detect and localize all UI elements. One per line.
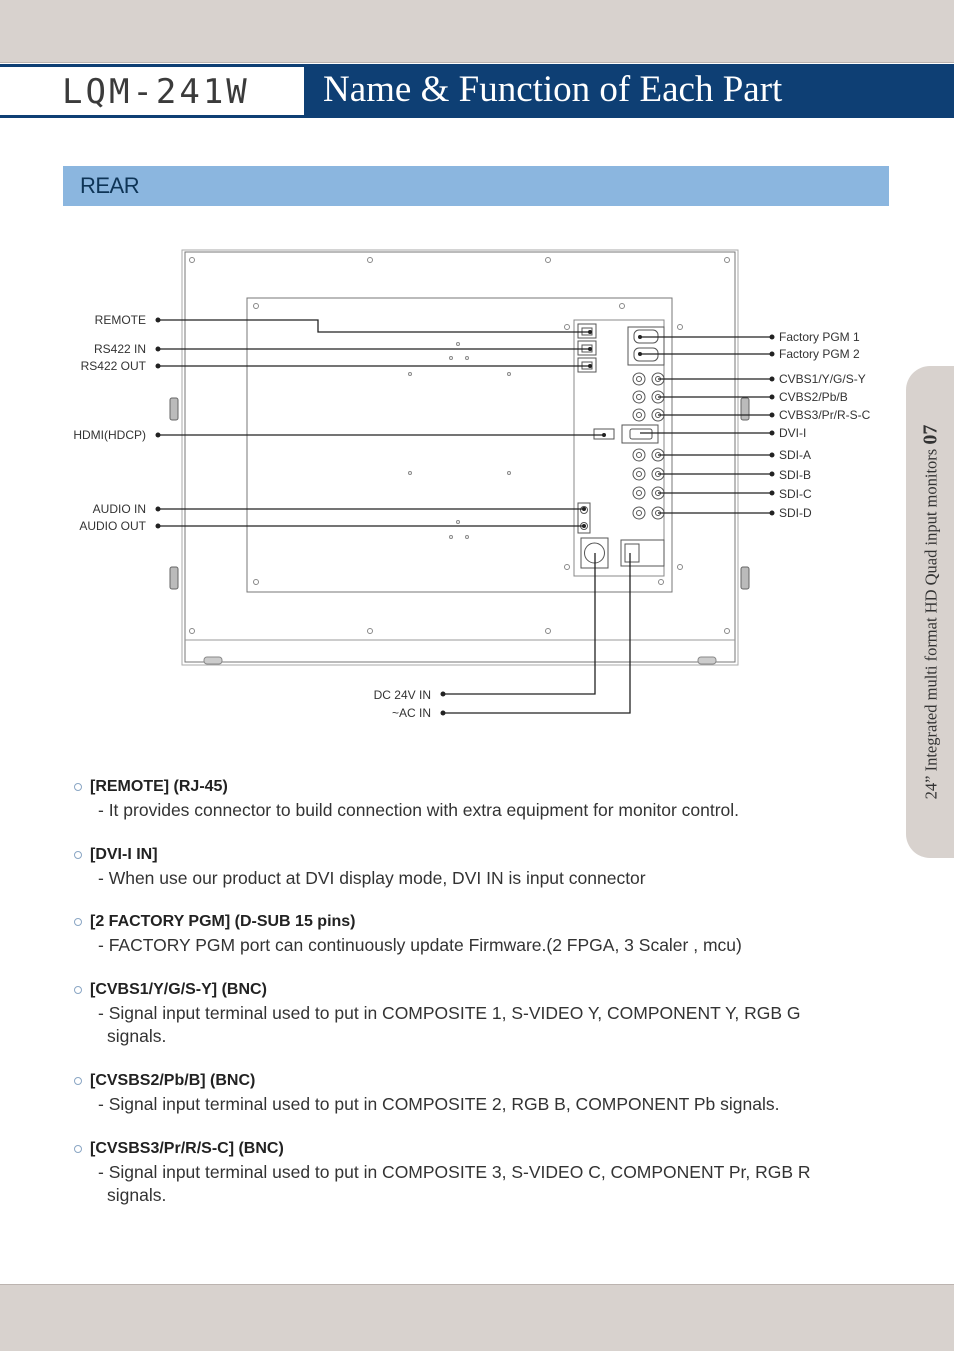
label-sdi-d: SDI-D — [779, 506, 812, 520]
desc-cvbs3 — [74, 1138, 814, 1207]
desc-title: [REMOTE] (RJ-45) — [90, 778, 228, 795]
desc-line-cont: signals. — [107, 1026, 167, 1046]
chassis-outer — [182, 250, 738, 665]
page-title: Name & Function of Each Part — [323, 69, 783, 110]
desc-line: - When use our product at DVI display mode, DVI IN is input connector — [98, 868, 646, 888]
desc-remote — [74, 776, 814, 822]
label-sdi-a: SDI-A — [779, 448, 812, 462]
label-ac-in: ~AC IN — [391, 706, 431, 720]
bottom-band — [0, 1284, 954, 1351]
label-factory-pgm-2: Factory PGM 2 — [779, 347, 860, 361]
side-tab-caption: 24” Integrated multi format HD Quad input monitors — [921, 448, 941, 800]
label-cvbs1: CVBS1/Y/G/S-Y — [779, 372, 866, 386]
rj45-ports — [578, 324, 596, 372]
label-dvi-i: DVI-I — [779, 426, 807, 440]
bullet-icon — [74, 851, 82, 859]
bullet-icon — [74, 783, 82, 791]
label-factory-pgm-1: Factory PGM 1 — [779, 330, 860, 344]
desc-line: - FACTORY PGM port can continuously update Firmware.(2 FPGA, 3 Scaler , mcu) — [98, 935, 742, 955]
label-dc-in: DC 24V IN — [373, 688, 431, 702]
dvi-port — [622, 425, 658, 443]
desc-title: [2 FACTORY PGM] (D-SUB 15 pins) — [90, 913, 356, 930]
label-rs422-out: RS422 OUT — [80, 359, 146, 373]
desc-line: - Signal input terminal used to put in COMPOSITE 1, S-VIDEO Y, COMPONENT Y, RGB G — [98, 1003, 801, 1023]
label-cvbs2: CVBS2/Pb/B — [779, 390, 848, 404]
desc-title: [CVBS1/Y/G/S-Y] (BNC) — [90, 981, 267, 998]
factory-pgm-ports — [628, 327, 664, 365]
desc-line: - It provides connector to build connection with extra equipment for monitor control. — [98, 800, 740, 820]
screws — [190, 258, 730, 634]
desc-cvbs2 — [74, 1070, 814, 1116]
label-sdi-b: SDI-B — [779, 468, 812, 482]
label-audio-in: AUDIO IN — [92, 502, 146, 516]
desc-title: [DVI-I IN] — [90, 846, 158, 863]
bullet-icon — [74, 986, 82, 994]
desc-dvi — [74, 844, 814, 890]
bullet-icon — [74, 1077, 82, 1085]
label-rs422-in: RS422 IN — [93, 342, 146, 356]
bullet-icon — [74, 918, 82, 926]
leader-dots — [156, 318, 775, 716]
label-sdi-c: SDI-C — [779, 487, 812, 501]
label-hdmi: HDMI(HDCP) — [73, 428, 146, 442]
model-name: LQM-241W — [62, 72, 250, 112]
bnc-connectors — [633, 373, 664, 519]
leader-lines — [158, 320, 772, 713]
label-remote: REMOTE — [94, 313, 146, 327]
desc-factory-pgm — [74, 911, 814, 957]
desc-line: - Signal input terminal used to put in COMPOSITE 3, S-VIDEO C, COMPONENT Pr, RGB R — [98, 1162, 811, 1182]
label-audio-out: AUDIO OUT — [79, 519, 146, 533]
bullet-icon — [74, 1145, 82, 1153]
page-number: 07 — [919, 424, 942, 445]
desc-title: [CVSBS2/Pb/B] (BNC) — [90, 1072, 256, 1089]
desc-cvbs1 — [74, 979, 814, 1048]
desc-line: - Signal input terminal used to put in COMPOSITE 2, RGB B, COMPONENT Pb signals. — [98, 1094, 780, 1114]
desc-title: [CVSBS3/Pr/R/S-C] (BNC) — [90, 1140, 284, 1157]
desc-line-cont: signals. — [107, 1185, 167, 1205]
section-title: REAR — [80, 173, 140, 198]
label-cvbs3: CVBS3/Pr/R-S-C — [779, 408, 871, 422]
